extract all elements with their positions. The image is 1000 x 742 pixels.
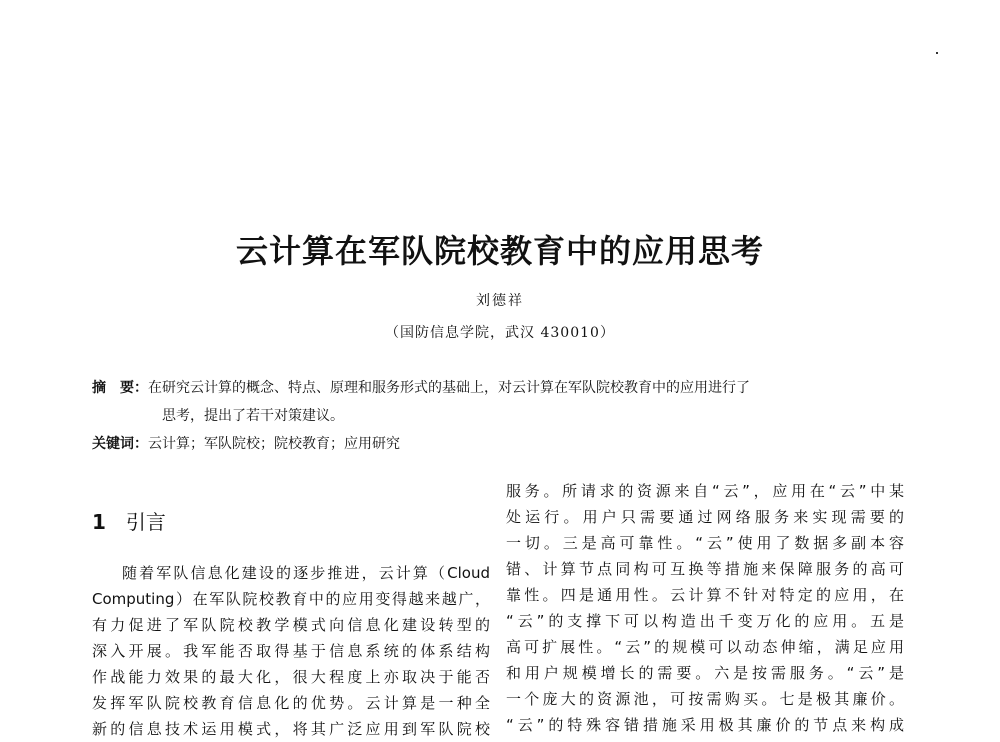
body-line: 靠性。四是通用性。云计算不针对特定的应用，在 [506,586,904,604]
body-line: 和用户规模增长的需要。六是按需服务。“云”是 [506,664,904,682]
abstract-row-2 [92,402,907,430]
paper-title: 云计算在军队院校教育中的应用思考 [235,232,764,270]
body-line: 错、计算节点同构可互换等措施来保障服务的高可 [506,560,904,578]
body-line: 发挥军队院校教育信息化的优势。云计算是一种全 [92,694,490,712]
abstract-indent [92,402,162,430]
page-speck [936,52,938,54]
body-line: 有力促进了军队院校教学模式向信息化建设转型的 [92,616,490,634]
abstract-row-1 [92,374,907,402]
section-number: 1 [92,510,106,534]
body-line: “云”的特殊容错措施采用极其廉价的节点来构成 [506,716,904,734]
right-column-body [506,478,904,738]
section-title: 引言 [125,510,166,534]
body-line: 一切。三是高可靠性。“云”使用了数据多副本容 [506,534,904,552]
body-line: 作战能力效果的最大化，很大程度上亦取决于能否 [92,668,490,686]
author-affiliation: （国防信息学院，武汉 430010） [385,325,615,341]
abstract-text-line-2: 思考，提出了若干对策建议。 [162,408,344,424]
body-line: 随着军队信息化建设的逐步推进，云计算（Cloud [122,564,490,582]
keywords-text: 云计算；军队院校；院校教育；应用研究 [148,436,400,452]
body-line: Computing）在军队院校教育中的应用变得越来越广， [92,590,490,608]
section-heading [92,506,166,535]
abstract-label: 摘 要： [92,380,148,396]
abstract-text-line-1: 在研究云计算的概念、特点、原理和服务形式的基础上，对云计算在军队院校教育中的应用进行了 [148,380,750,396]
body-line: 一个庞大的资源池，可按需购买。七是极其廉价。 [506,690,904,708]
body-line: 处运行。用户只需要通过网络服务来实现需要的 [506,508,904,526]
body-line: 高可扩展性。“云”的规模可以动态伸缩，满足应用 [506,638,904,656]
keywords-label: 关键词： [92,436,148,452]
left-column-body [92,560,490,742]
body-line: “云”的支撑下可以构造出千变万化的应用。五是 [506,612,904,630]
abstract-block [92,374,907,430]
body-line: 新的信息技术运用模式，将其广泛应用到军队院校 [92,720,490,738]
body-line: 深入开展。我军能否取得基于信息系统的体系结构 [92,642,490,660]
keywords-block [92,430,907,458]
body-line: 服务。所请求的资源来自“云”，应用在“云”中某 [506,482,904,500]
author-name: 刘德祥 [476,293,524,309]
